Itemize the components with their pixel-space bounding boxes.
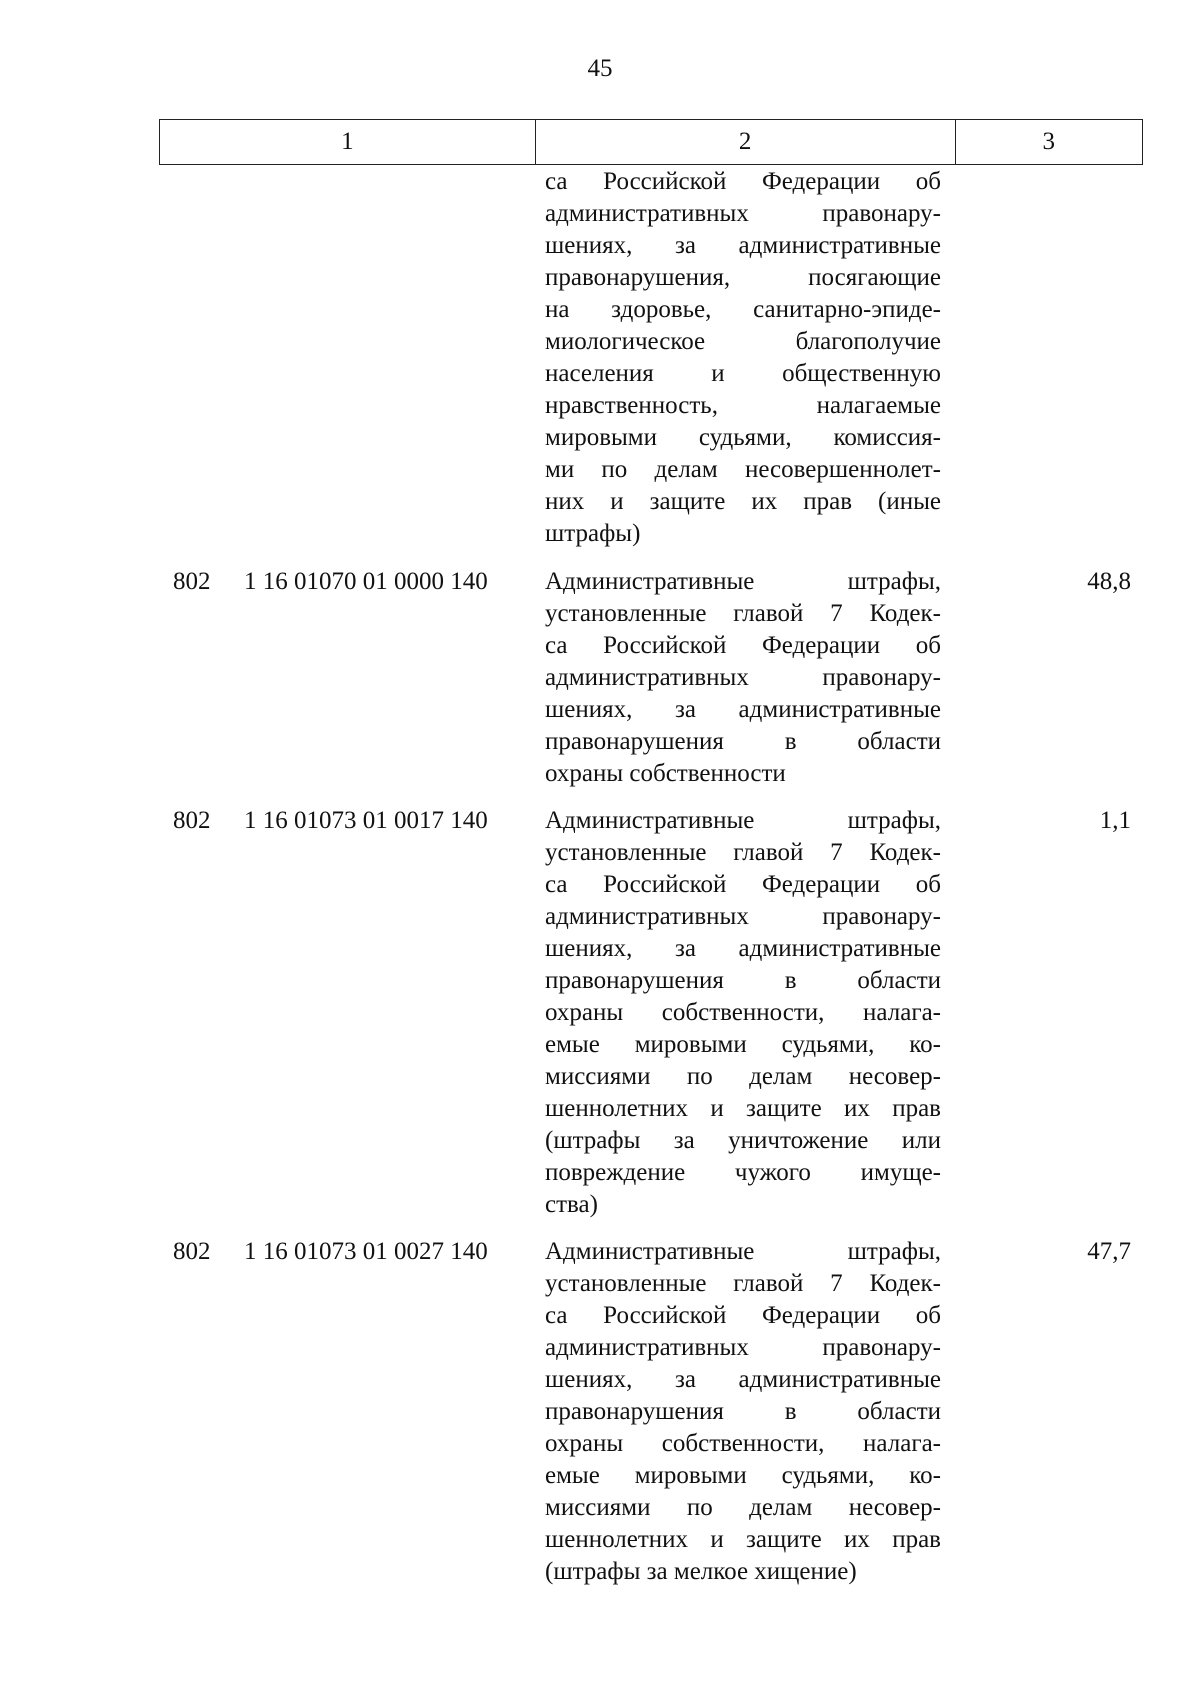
description-line: правонарушения в области (545, 728, 941, 755)
admin-code: 802 (173, 568, 211, 595)
description-line: повреждение чужого имуще- (545, 1159, 941, 1186)
description-line: Административные штрафы, (545, 807, 941, 834)
description-line: са Российской Федерации об (545, 168, 941, 195)
description-line: административных правонару- (545, 903, 941, 930)
description-line: установленные главой 7 Кодек- (545, 1270, 941, 1297)
description-line: емые мировыми судьями, ко- (545, 1462, 941, 1489)
admin-code: 802 (173, 807, 211, 834)
description-line: ми по делам несовершеннолет- (545, 456, 941, 483)
description-line: них и защите их прав (иные (545, 488, 941, 515)
description-line: шениях, за административные (545, 1366, 941, 1393)
description-line: емые мировыми судьями, ко- (545, 1031, 941, 1058)
description-line: (штрафы за мелкое хищение) (545, 1558, 857, 1585)
description-line: шениях, за административные (545, 696, 941, 723)
description-line: установленные главой 7 Кодек- (545, 839, 941, 866)
table-header (159, 119, 1143, 165)
header-col-1: 1 (160, 120, 536, 165)
description-line: на здоровье, санитарно-эпиде- (545, 296, 941, 323)
admin-code: 802 (173, 1238, 211, 1265)
description-line: шениях, за административные (545, 232, 941, 259)
description-line: административных правонару- (545, 1334, 941, 1361)
description-line: са Российской Федерации об (545, 632, 941, 659)
description-line: миссиями по делам несовер- (545, 1063, 941, 1090)
description-line: административных правонару- (545, 200, 941, 227)
description-line: миссиями по делам несовер- (545, 1494, 941, 1521)
page-number: 45 (587, 55, 613, 82)
description-line: штрафы) (545, 520, 641, 547)
description-line: Административные штрафы, (545, 1238, 941, 1265)
description-line: шеннолетних и защите их прав (545, 1526, 941, 1553)
description-line: мировыми судьями, комиссия- (545, 424, 941, 451)
amount-value: 1,1 (1099, 807, 1131, 834)
amount-value: 47,7 (1087, 1238, 1131, 1265)
description-line: (штрафы за уничтожение или (545, 1127, 941, 1154)
description-line: административных правонару- (545, 664, 941, 691)
amount-value: 48,8 (1087, 568, 1131, 595)
description-line: Административные штрафы, (545, 568, 941, 595)
income-code: 1 16 01073 01 0017 140 (244, 807, 488, 834)
header-col-2: 2 (535, 120, 955, 165)
description-line: ства) (545, 1191, 598, 1218)
description-line: шеннолетних и защите их прав (545, 1095, 941, 1122)
header-col-3: 3 (955, 120, 1142, 165)
description-line: са Российской Федерации об (545, 871, 941, 898)
description-line: правонарушения, посягающие (545, 264, 941, 291)
description-line: правонарушения в области (545, 1398, 941, 1425)
description-line: охраны собственности, налага- (545, 1430, 941, 1457)
description-line: населения и общественную (545, 360, 941, 387)
description-line: охраны собственности, налага- (545, 999, 941, 1026)
description-line: установленные главой 7 Кодек- (545, 600, 941, 627)
description-line: са Российской Федерации об (545, 1302, 941, 1329)
income-code: 1 16 01073 01 0027 140 (244, 1238, 488, 1265)
description-line: правонарушения в области (545, 967, 941, 994)
description-line: нравственность, налагаемые (545, 392, 941, 419)
description-line: миологическое благополучие (545, 328, 941, 355)
description-line: охраны собственности (545, 760, 786, 787)
description-line: шениях, за административные (545, 935, 941, 962)
income-code: 1 16 01070 01 0000 140 (244, 568, 488, 595)
